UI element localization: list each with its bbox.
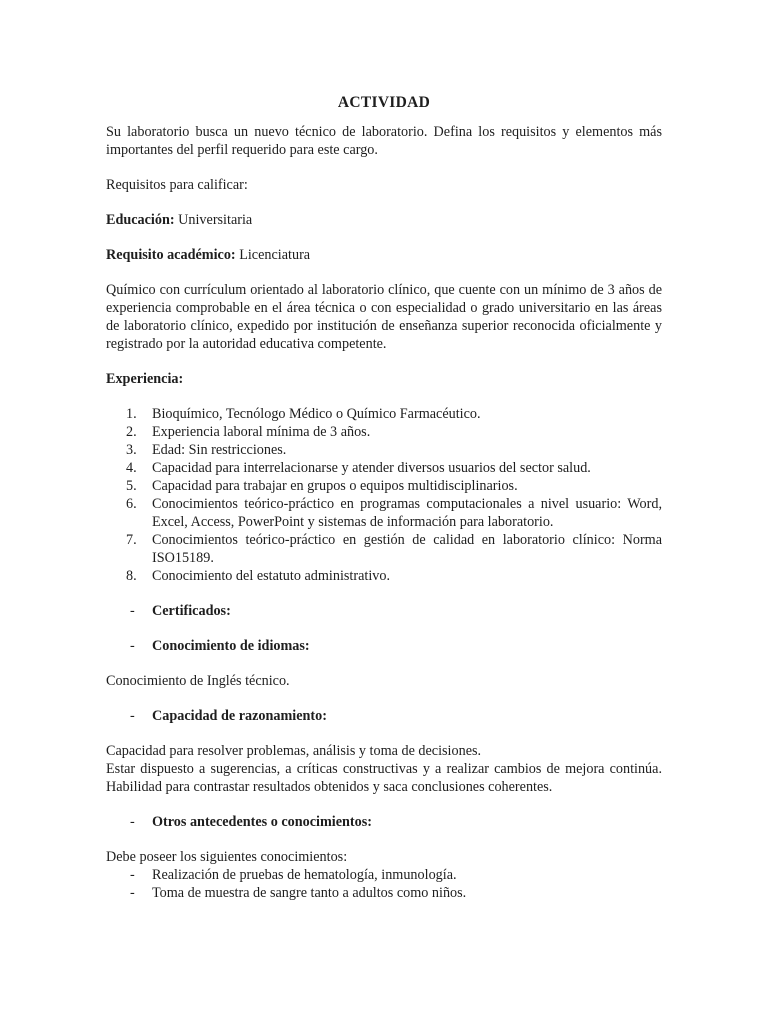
page-title: ACTIVIDAD — [337, 94, 431, 111]
list-item-text: Capacidad para interrelacionarse y atender diversos usuarios del sector salud. — [152, 460, 591, 476]
dash-marker: - — [130, 814, 135, 830]
requisito-academico-value: Licenciatura — [239, 247, 311, 263]
list-number: 4. — [126, 460, 137, 476]
idiomas-text: Conocimiento de Inglés técnico. — [106, 673, 290, 689]
list-item-text: Conocimientos teórico-práctico en gestión de calidad en laboratorio clínico: Norma ISO15189. — [152, 532, 662, 566]
otros-label: Otros antecedentes o conocimientos: — [152, 814, 372, 830]
list-item-text: Experiencia laboral mínima de 3 años. — [152, 424, 371, 440]
list-item — [106, 459, 662, 477]
dash-marker: - — [130, 867, 135, 883]
educacion-line — [106, 211, 662, 229]
otros-list — [106, 866, 662, 902]
dash-marker: - — [130, 885, 135, 901]
list-item — [106, 531, 662, 567]
list-item-text: Conocimiento del estatuto administrativo. — [152, 568, 390, 584]
list-number: 7. — [126, 532, 137, 548]
dash-marker: - — [130, 603, 135, 619]
list-item — [106, 423, 662, 441]
list-item — [106, 405, 662, 423]
list-item-text: Toma de muestra de sangre tanto a adultos como niños. — [152, 885, 467, 901]
perfil-paragraph: Químico con currículum orientado al laboratorio clínico, que cuente con un mínimo de 3 años de experiencia comprobable en el área técnica o con especialidad o grado universitario en las áreas de laboratorio clínico, expedido por institución de enseñanza superior reconocida oficialmente y registrado por la autoridad educativa competente. — [106, 282, 662, 352]
list-item — [106, 441, 662, 459]
razonamiento-heading — [106, 707, 662, 725]
list-item — [106, 884, 662, 902]
dash-marker: - — [130, 638, 135, 654]
list-number: 5. — [126, 478, 137, 494]
list-item — [106, 477, 662, 495]
requisito-academico-line — [106, 246, 662, 264]
list-item-text: Capacidad para trabajar en grupos o equipos multidisciplinarios. — [152, 478, 518, 494]
otros-intro: Debe poseer los siguientes conocimientos: — [106, 849, 348, 865]
experiencia-list — [106, 405, 662, 585]
idiomas-label: Conocimiento de idiomas: — [152, 638, 310, 654]
razonamiento-line-1: Capacidad para resolver problemas, análisis y toma de decisiones. — [106, 743, 482, 759]
otros-heading — [106, 813, 662, 831]
educacion-label: Educación: — [106, 212, 175, 228]
list-item-text: Conocimientos teórico-práctico en programas computacionales a nivel usuario: Word, Excel, Access, PowerPoint y sistemas de información para laboratorio. — [152, 496, 662, 530]
list-item-text: Bioquímico, Tecnólogo Médico o Químico Farmacéutico. — [152, 406, 481, 422]
requisitos-heading: Requisitos para calificar: — [106, 177, 248, 193]
list-item — [106, 567, 662, 585]
list-number: 6. — [126, 496, 137, 512]
list-item-text: Realización de pruebas de hematología, inmunología. — [152, 867, 457, 883]
certificados-label: Certificados: — [152, 603, 231, 619]
list-item — [106, 495, 662, 531]
list-number: 3. — [126, 442, 137, 458]
educacion-value: Universitaria — [178, 212, 253, 228]
list-number: 2. — [126, 424, 137, 440]
dash-marker: - — [130, 708, 135, 724]
experiencia-heading: Experiencia: — [106, 371, 184, 387]
intro-paragraph: Su laboratorio busca un nuevo técnico de laboratorio. Defina los requisitos y elementos más importantes del perfil requerido para este cargo. — [106, 124, 662, 158]
list-item-text: Edad: Sin restricciones. — [152, 442, 287, 458]
idiomas-heading — [106, 637, 662, 655]
certificados-heading — [106, 602, 662, 620]
razonamiento-label: Capacidad de razonamiento: — [152, 708, 327, 724]
list-item — [106, 866, 662, 884]
requisito-academico-label: Requisito académico: — [106, 247, 236, 263]
list-number: 8. — [126, 568, 137, 584]
razonamiento-line-2: Estar dispuesto a sugerencias, a críticas constructivas y a realizar cambios de mejora continúa. Habilidad para contrastar resultados obtenidos y saca conclusiones coherentes. — [106, 761, 662, 795]
list-number: 1. — [126, 406, 137, 422]
document-page — [106, 94, 662, 902]
